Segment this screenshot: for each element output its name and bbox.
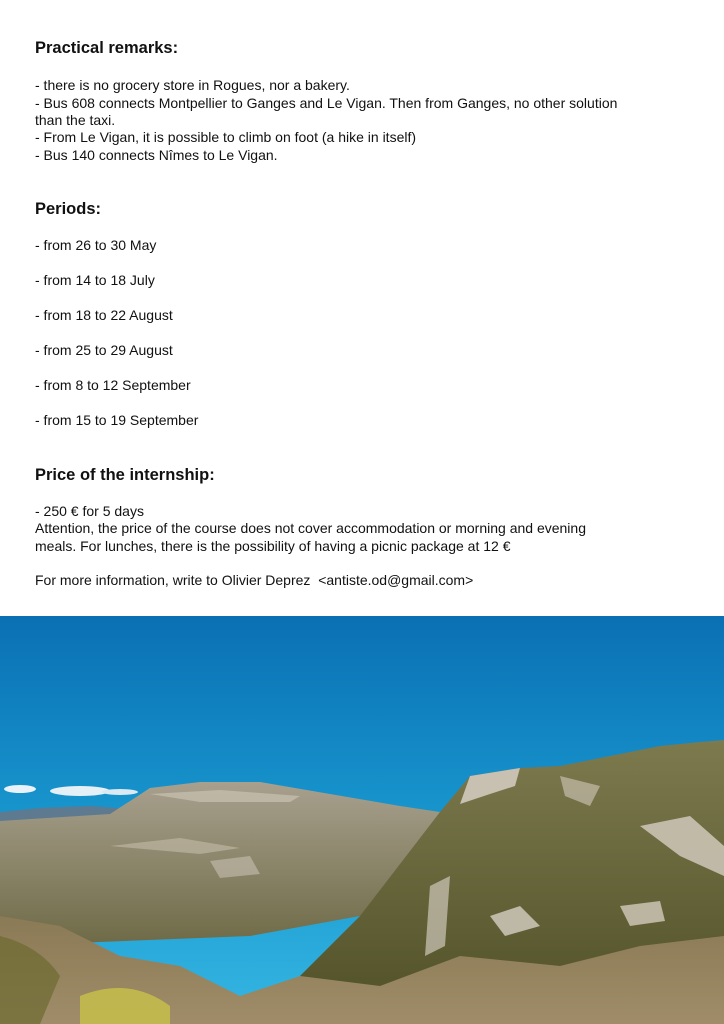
landscape-illustration <box>0 616 724 1024</box>
period-item: - from 18 to 22 August <box>35 307 173 323</box>
periods-heading: Periods: <box>35 200 102 218</box>
landscape-photo <box>0 616 724 1024</box>
period-item: - from 26 to 30 May <box>35 237 157 253</box>
period-item: - from 15 to 19 September <box>35 412 199 428</box>
practical-line: - there is no grocery store in Rogues, nor a bakery. <box>35 77 350 93</box>
practical-line: - From Le Vigan, it is possible to climb on foot (a hike in itself) <box>35 129 417 145</box>
practical-line: - Bus 140 connects Nîmes to Le Vigan. <box>35 147 278 163</box>
price-line: meals. For lunches, there is the possibility of having a picnic package at 12 € <box>35 538 511 554</box>
price-line: Attention, the price of the course does not cover accommodation or morning and evening <box>35 520 586 536</box>
period-item: - from 8 to 12 September <box>35 377 191 393</box>
price-heading: Price of the internship: <box>35 466 215 484</box>
contact-text: For more information, write to Olivier Deprez <box>35 572 311 588</box>
contact-line <box>35 571 473 589</box>
contact-email-link[interactable]: <antiste.od@gmail.com> <box>318 572 474 588</box>
practical-remarks-heading: Practical remarks: <box>35 39 179 57</box>
price-line: - 250 € for 5 days <box>35 503 144 519</box>
practical-line: - Bus 608 connects Montpellier to Ganges and Le Vigan. Then from Ganges, no other solution <box>35 95 618 111</box>
practical-line: than the taxi. <box>35 112 116 128</box>
period-item: - from 14 to 18 July <box>35 272 155 288</box>
period-item: - from 25 to 29 August <box>35 342 173 358</box>
